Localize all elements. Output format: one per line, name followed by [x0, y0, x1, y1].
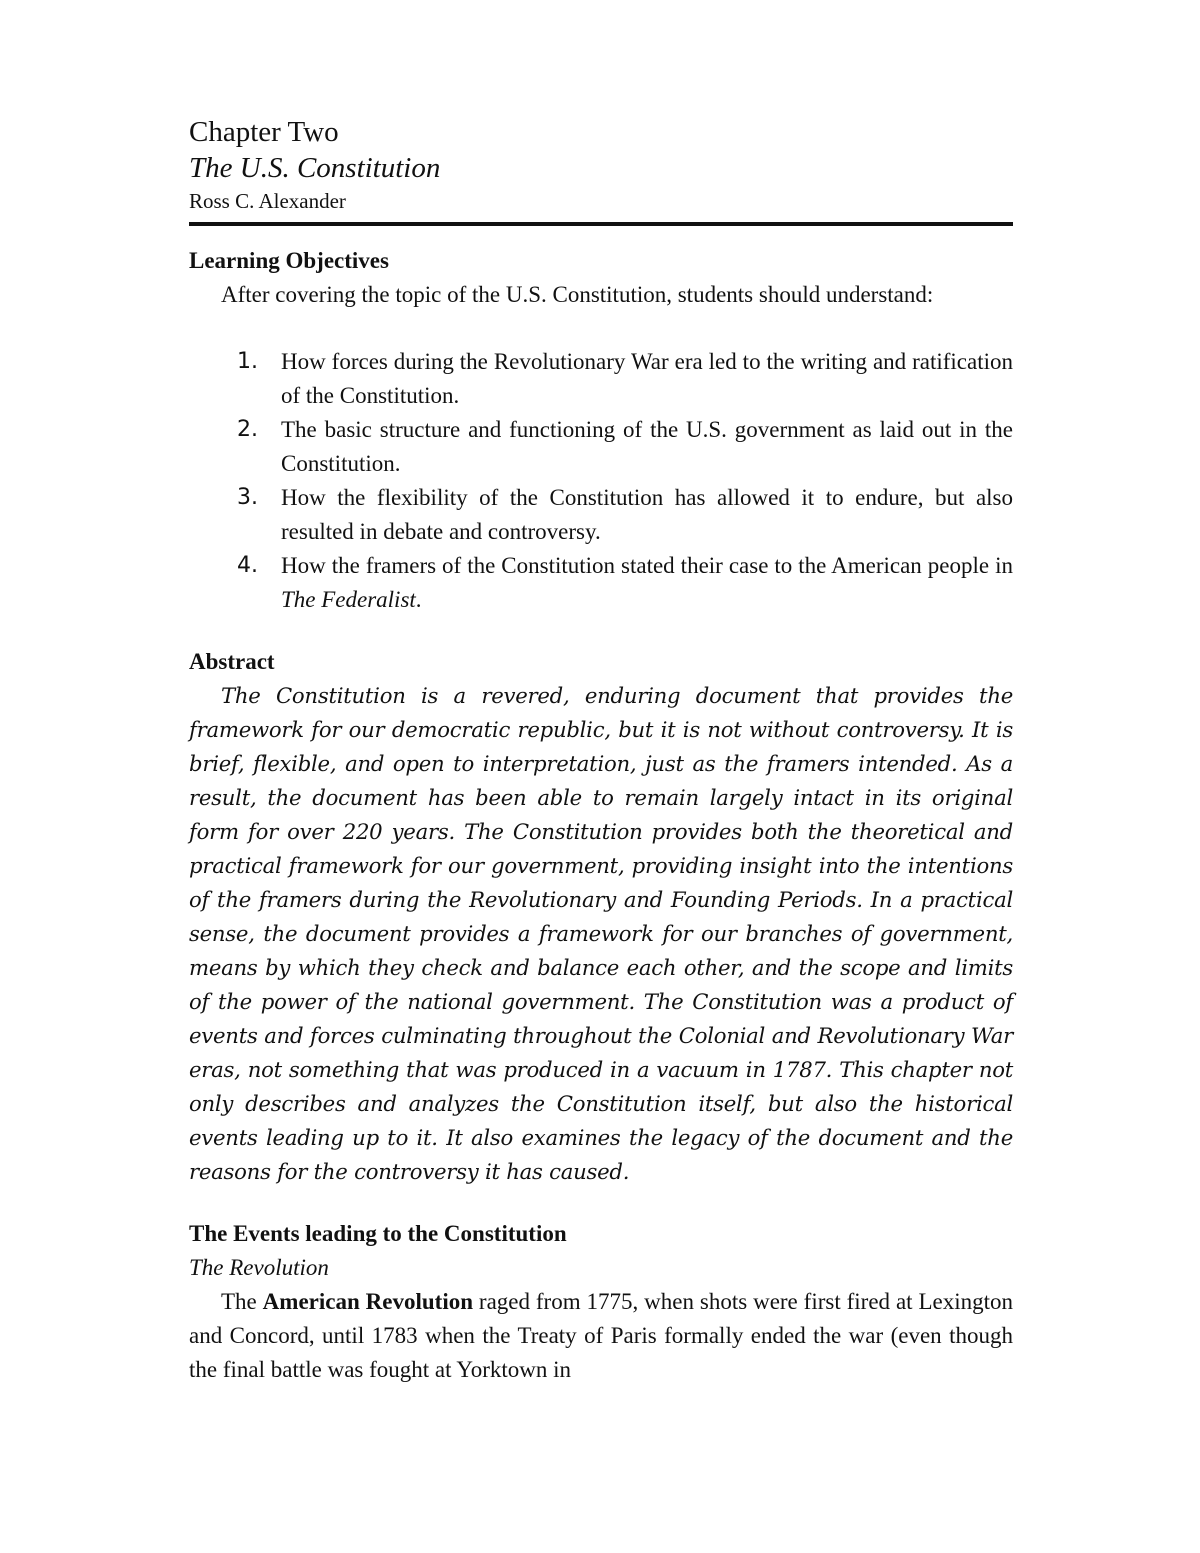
- abstract-heading: Abstract: [189, 649, 275, 674]
- revolution-subheading: The Revolution: [189, 1255, 329, 1280]
- author-name: Ross C. Alexander: [189, 189, 346, 213]
- list-item-text: How the flexibility of the Constitution has allowed it to endure, but also resulted in debate and controversy.: [281, 485, 1013, 544]
- list-item-text: How the framers of the Constitution stated their case to the American people in: [281, 553, 1013, 578]
- learning-objectives-heading: Learning Objectives: [189, 248, 389, 273]
- events-section-heading: The Events leading to the Constitution: [189, 1221, 567, 1246]
- objectives-list: [189, 345, 1013, 617]
- chapter-title: The U.S. Constitution: [189, 152, 441, 184]
- list-item: [189, 549, 1013, 617]
- list-item: [189, 481, 1013, 549]
- learning-objectives-intro: After covering the topic of the U.S. Constitution, students should understand:: [221, 282, 934, 307]
- abstract-text: The Constitution is a revered, enduring document that provides the framework for our democratic republic, but it is not without controversy. It is brief, flexible, and open to interpretation, just as the framers intended. As a result, the document has been able to remain largely intact in its original form for over 220 years. The Constitution provides both the theoretical and practical framework for our government, providing insight into the intentions of the framers during the Revolutionary and Founding Periods. In a practical sense, the document provides a framework for our branches of government, means by which they check and balance each other, and the scope and limits of the power of the national government. The Constitution was a product of events and forces culminating throughout the Colonial and Revolutionary War eras, not something that was produced in a vacuum in 1787. This chapter not only describes and analyzes the Constitution itself, but also the historical events leading up to it. It also examines the legacy of the document and the reasons for the controversy it has caused.: [189, 683, 1013, 1184]
- list-item-punct: .: [415, 587, 422, 612]
- para-rest: raged from 1775, when shots were first fired at Lexington and Concord, until 1783 when the Treaty of Paris formally ended the war (even though the final battle was fought at Yorktown in: [189, 1289, 1013, 1382]
- list-item-text: How forces during the Revolutionary War era led to the writing and ratification of the Constitution.: [281, 349, 1013, 408]
- book-title: The Federalist: [281, 587, 416, 612]
- list-number: 4.: [237, 553, 258, 578]
- revolution-paragraph: [189, 1285, 1013, 1387]
- document-page: [189, 114, 1013, 1387]
- chapter-label: Chapter Two: [189, 116, 339, 148]
- list-item-text: The basic structure and functioning of the U.S. government as laid out in the Constitution.: [281, 417, 1013, 476]
- para-start: The: [221, 1289, 263, 1314]
- list-number: 2.: [237, 417, 258, 442]
- list-number: 3.: [237, 485, 258, 510]
- list-item: [189, 345, 1013, 413]
- list-number: 1.: [237, 349, 258, 374]
- key-term: American Revolution: [262, 1289, 473, 1314]
- list-item: [189, 413, 1013, 481]
